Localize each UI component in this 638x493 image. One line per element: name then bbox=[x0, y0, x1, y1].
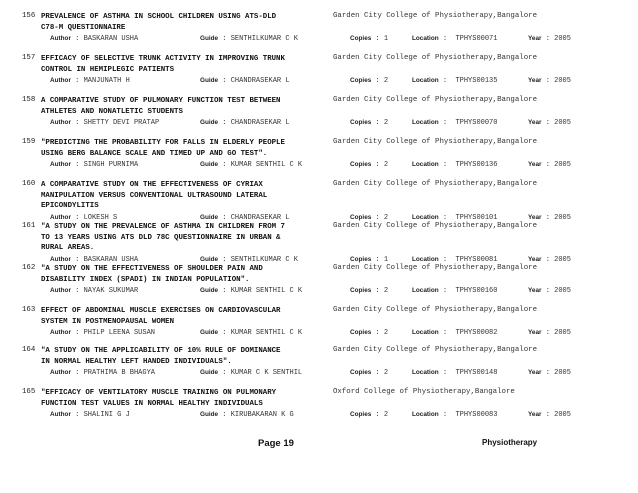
college-name: Garden City College of Physiotherapy,Bangalore bbox=[333, 12, 538, 20]
thesis-title: "A STUDY ON THE APPLICABILITY OF 10% RULE OF DOMINANCE IN NORMAL HEALTHY LEFT HANDED INDIVIDUALS". bbox=[41, 347, 281, 366]
author-label: Author bbox=[50, 77, 71, 84]
copies-label: Copies bbox=[350, 369, 372, 376]
year-label: Year bbox=[528, 213, 542, 221]
author-value: LOKESH S bbox=[83, 213, 118, 222]
thesis-title: "PREDICTING THE PROBABILITY FOR FALLS IN ELDERLY PEOPLE USING BERG BALANCE SCALE AND TIMED UP AND GO TEST". bbox=[41, 139, 285, 158]
author-label: Author bbox=[50, 119, 71, 126]
guide-value: KUMAR C K SENTHIL bbox=[230, 369, 303, 377]
year-label: Year bbox=[528, 77, 542, 84]
author-label: Author bbox=[50, 213, 71, 221]
location-value: TPHYS00135 bbox=[455, 77, 498, 85]
year-label: Year bbox=[528, 329, 542, 336]
college-name: Garden City College of Physiotherapy,Bangalore bbox=[333, 54, 538, 62]
location-value: TPHYS00081 bbox=[455, 255, 498, 264]
entry-number: 165 bbox=[22, 388, 36, 396]
location-label: Location bbox=[412, 161, 439, 168]
author-label: Author bbox=[50, 255, 71, 263]
author-value: BASKARAN USHA bbox=[83, 35, 139, 43]
guide-label: Guide bbox=[200, 255, 219, 263]
copies-value: 2 bbox=[383, 77, 389, 85]
guide-value: CHANDRASEKAR L bbox=[230, 213, 290, 222]
entry-number: 164 bbox=[22, 346, 36, 354]
guide-label: Guide bbox=[200, 35, 219, 42]
entry-number: 162 bbox=[22, 264, 36, 272]
year-value: 2005 bbox=[554, 213, 571, 222]
author-label: Author bbox=[50, 369, 71, 376]
location-value: TPHYS00083 bbox=[455, 411, 498, 419]
year-value: 2005 bbox=[554, 369, 571, 377]
year-value: 2005 bbox=[554, 77, 571, 85]
year-label: Year bbox=[528, 255, 542, 263]
thesis-title: "EFFICACY OF VENTILATORY MUSCLE TRAINING ON PULMONARY FUNCTION TEST VALUES IN NORMAL HEALTHY INDIVIDUALS bbox=[41, 389, 277, 408]
guide-value: CHANDRASEKAR L bbox=[230, 77, 290, 85]
author-value: PRATHIMA B BHAGYA bbox=[83, 369, 155, 377]
copies-value: 2 bbox=[383, 329, 389, 337]
location-label: Location bbox=[412, 287, 439, 294]
author-label: Author bbox=[50, 411, 71, 418]
copies-label: Copies bbox=[350, 77, 372, 84]
guide-value: KUMAR SENTHIL C K bbox=[230, 329, 303, 337]
year-label: Year bbox=[528, 287, 542, 294]
copies-label: Copies bbox=[350, 213, 372, 221]
guide-label: Guide bbox=[200, 411, 219, 418]
author-value: SINGH PURNIMA bbox=[83, 161, 139, 169]
copies-label: Copies bbox=[350, 255, 372, 263]
copies-value: 2 bbox=[383, 411, 389, 419]
copies-label: Copies bbox=[350, 329, 372, 336]
copies-value: 2 bbox=[383, 287, 389, 295]
location-value: TPHYS00082 bbox=[455, 329, 498, 337]
location-label: Location bbox=[412, 35, 439, 42]
author-label: Author bbox=[50, 35, 71, 42]
location-label: Location bbox=[412, 213, 439, 221]
department-label: Physiotherapy bbox=[482, 438, 538, 447]
guide-value: SENTHILKUMAR C K bbox=[230, 255, 298, 264]
year-label: Year bbox=[528, 119, 542, 126]
author-value: NAYAK SUKUMAR bbox=[83, 287, 139, 295]
copies-label: Copies bbox=[350, 35, 372, 42]
location-label: Location bbox=[412, 329, 439, 336]
entry-number: 159 bbox=[22, 138, 36, 146]
college-name: Garden City College of Physiotherapy,Bangalore bbox=[333, 306, 538, 314]
page-number: Page 19 bbox=[258, 438, 294, 449]
copies-label: Copies bbox=[350, 411, 372, 418]
location-value: TPHYS00070 bbox=[455, 119, 498, 127]
guide-label: Guide bbox=[200, 329, 219, 336]
copies-value: 2 bbox=[383, 369, 389, 377]
copies-label: Copies bbox=[350, 287, 372, 294]
year-label: Year bbox=[528, 369, 542, 376]
entry-number: 157 bbox=[22, 54, 36, 62]
location-value: TPHYS00160 bbox=[455, 287, 498, 295]
copies-label: Copies bbox=[350, 161, 372, 168]
entry-number: 163 bbox=[22, 306, 36, 314]
copies-label: Copies bbox=[350, 119, 372, 126]
year-value: 2005 bbox=[554, 35, 571, 43]
year-value: 2005 bbox=[554, 119, 571, 127]
location-label: Location bbox=[412, 369, 439, 376]
year-label: Year bbox=[528, 161, 542, 168]
thesis-title: A COMPARATIVE STUDY ON THE EFFECTIVENESS OF CYRIAX MANIPULATION VERSUS CONVENTIONAL ULTRASOUND LATERAL EPICONDYLITIS bbox=[41, 181, 268, 210]
college-name: Garden City College of Physiotherapy,Bangalore bbox=[333, 138, 538, 146]
author-label: Author bbox=[50, 161, 71, 168]
thesis-title: EFFECT OF ABDOMINAL MUSCLE EXERCISES ON CARDIOVASCULAR SYSTEM IN POSTMENOPAUSAL WOMEN bbox=[41, 307, 281, 326]
college-name: Garden City College of Physiotherapy,Bangalore bbox=[333, 346, 538, 354]
thesis-title: A COMPARATIVE STUDY OF PULMONARY FUNCTION TEST BETWEEN ATHLETES AND NONATLETIC STUDENTS bbox=[41, 97, 281, 116]
author-label: Author bbox=[50, 329, 71, 336]
thesis-title: "A STUDY ON THE PREVALENCE OF ASTHMA IN CHILDREN FROM 7 TO 13 YEARS USING ATS DLD 78C QUESTIONNAIRE IN URBAN & RURAL AREAS. bbox=[41, 223, 285, 252]
college-name: Garden City College of Physiotherapy,Bangalore bbox=[333, 264, 538, 272]
guide-value: CHANDRASEKAR L bbox=[230, 119, 290, 127]
copies-value: 2 bbox=[383, 161, 389, 169]
author-value: BASKARAN USHA bbox=[83, 255, 139, 264]
year-value: 2005 bbox=[554, 161, 571, 169]
location-value: TPHYS00071 bbox=[455, 35, 498, 43]
copies-value: 1 bbox=[383, 35, 389, 43]
guide-label: Guide bbox=[200, 213, 219, 221]
author-label: Author bbox=[50, 287, 71, 294]
thesis-title: "A STUDY ON THE EFFECTIVENESS OF SHOULDER PAIN AND DISABILITY INDEX (SPADI) IN INDIAN POPULATION". bbox=[41, 265, 263, 284]
year-value: 2005 bbox=[554, 255, 571, 264]
location-value: TPHYS00148 bbox=[455, 369, 498, 377]
author-value: PHILP LEENA SUSAN bbox=[83, 329, 155, 337]
entry-number: 160 bbox=[22, 180, 36, 188]
year-label: Year bbox=[528, 411, 542, 418]
location-label: Location bbox=[412, 411, 439, 418]
entry-number: 158 bbox=[22, 96, 36, 104]
year-value: 2005 bbox=[554, 411, 571, 419]
college-name: Oxford College of Physiotherapy,Bangalore bbox=[333, 388, 515, 396]
author-value: MANJUNATH H bbox=[83, 77, 130, 85]
thesis-title: PREVALENCE OF ASTHMA IN SCHOOL CHILDREN USING ATS-DLD C78-M QUESTIONNAIRE bbox=[41, 13, 277, 32]
guide-value: KUMAR SENTHIL C K bbox=[230, 287, 303, 295]
entry-number: 156 bbox=[22, 12, 36, 20]
location-label: Location bbox=[412, 255, 439, 263]
college-name: Garden City College of Physiotherapy,Bangalore bbox=[333, 96, 538, 104]
guide-label: Guide bbox=[200, 119, 219, 126]
guide-label: Guide bbox=[200, 287, 219, 294]
location-label: Location bbox=[412, 119, 439, 126]
year-label: Year bbox=[528, 35, 542, 42]
thesis-title: EFFICACY OF SELECTIVE TRUNK ACTIVITY IN IMPROVING TRUNK CONTROL IN HEMIPLEGIC PATIENTS bbox=[41, 55, 285, 74]
author-value: SHALINI G J bbox=[83, 411, 130, 419]
college-name: Garden City College of Physiotherapy,Bangalore bbox=[333, 222, 538, 230]
year-value: 2005 bbox=[554, 329, 571, 337]
guide-label: Guide bbox=[200, 161, 219, 168]
author-value: SHETTY DEVI PRATAP bbox=[83, 119, 160, 127]
copies-value: 2 bbox=[383, 119, 389, 127]
guide-value: KUMAR SENTHIL C K bbox=[230, 161, 303, 169]
year-value: 2005 bbox=[554, 287, 571, 295]
location-value: TPHYS00101 bbox=[455, 213, 498, 222]
college-name: Garden City College of Physiotherapy,Bangalore bbox=[333, 180, 538, 188]
copies-value: 2 bbox=[383, 213, 389, 222]
location-label: Location bbox=[412, 77, 439, 84]
guide-label: Guide bbox=[200, 369, 219, 376]
location-value: TPHYS00136 bbox=[455, 161, 498, 169]
copies-value: 1 bbox=[383, 255, 389, 264]
guide-value: SENTHILKUMAR C K bbox=[230, 35, 298, 43]
entry-number: 161 bbox=[22, 222, 36, 230]
guide-label: Guide bbox=[200, 77, 219, 84]
guide-value: KIRUBAKARAN K G bbox=[230, 411, 294, 419]
